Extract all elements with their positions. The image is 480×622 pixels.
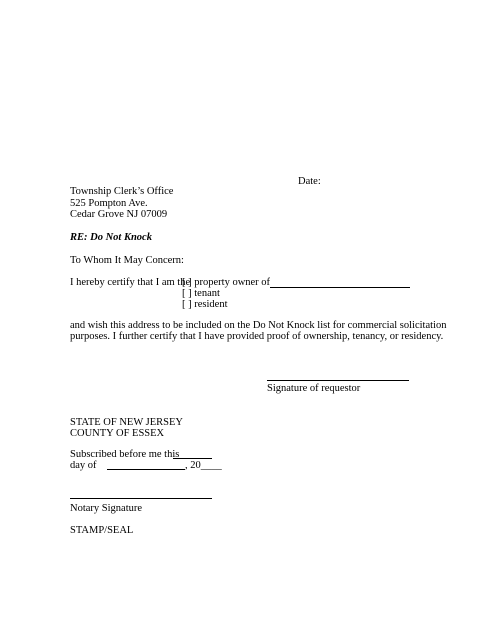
- signature-label: Signature of requestor: [267, 383, 361, 394]
- subscribed-line: Subscribed before me this: [70, 449, 180, 460]
- salutation: To Whom It May Concern:: [70, 255, 184, 266]
- notary-label: Notary Signature: [70, 503, 143, 514]
- option-property-owner[interactable]: [ ] property owner of: [182, 277, 271, 288]
- property-address-line[interactable]: [270, 287, 410, 288]
- state-line: STATE OF NEW JERSEY: [70, 417, 184, 428]
- certify-intro: I hereby certify that I am the: [70, 277, 191, 288]
- paragraph-line-2: purposes. I further certify that I have provided proof of ownership, tenancy, or residency.: [70, 331, 444, 342]
- option-resident[interactable]: [ ] resident: [182, 299, 228, 310]
- stamp-seal-label: STAMP/SEAL: [70, 525, 134, 536]
- date-label: Date:: [298, 176, 321, 187]
- month-line[interactable]: [107, 469, 185, 470]
- notary-signature-line[interactable]: [70, 498, 212, 499]
- address-line-3: Cedar Grove NJ 07009: [70, 209, 168, 220]
- day-of-label: day of: [70, 460, 97, 471]
- paragraph-line-1: and wish this address to be included on the Do Not Knock list for commercial solicitation: [70, 320, 447, 331]
- option-tenant[interactable]: [ ] tenant: [182, 288, 220, 299]
- requestor-signature-line[interactable]: [267, 380, 409, 381]
- address-line-1: Township Clerk’s Office: [70, 186, 174, 197]
- county-line: COUNTY OF ESSEX: [70, 428, 165, 439]
- re-line: RE: Do Not Knock: [70, 232, 152, 243]
- year-label: , 20____: [185, 460, 222, 471]
- subscribed-day-line[interactable]: [173, 458, 212, 459]
- address-line-2: 525 Pompton Ave.: [70, 198, 148, 209]
